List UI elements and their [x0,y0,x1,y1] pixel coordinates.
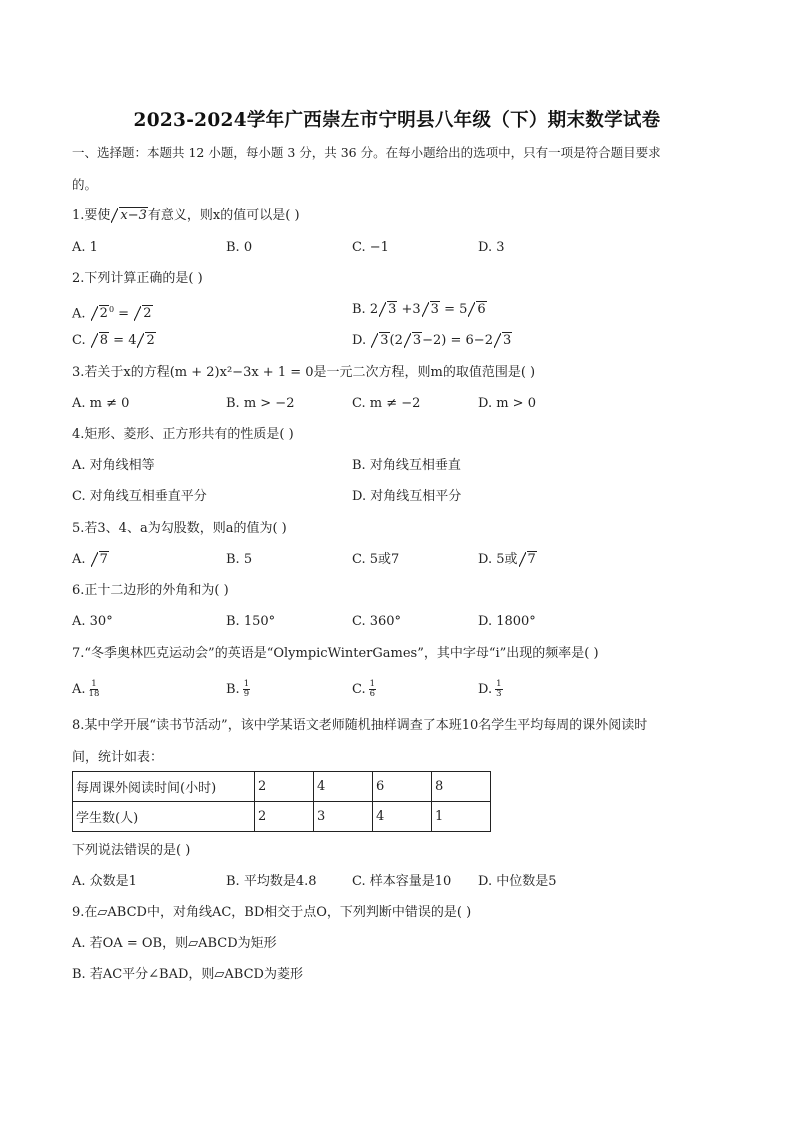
q2-b-label: B. 2 [352,302,379,317]
table-row [73,772,491,802]
question-9-stem: 9.在▱ABCD中，对角线AC，BD相交于点O，下列判断中错误的是( ) [72,905,472,920]
table-cell: 1 [432,802,491,832]
q7-a-fraction [89,680,100,699]
q2-d-mid: (2 [389,333,403,348]
q2-a-radical-2 [134,305,152,323]
q2-a-label: A. [72,306,86,322]
question-8-stem-2: 下列说法错误的是( ) [72,843,191,858]
q4-option-a: A. 对角线相等 [72,458,155,473]
q4-option-c: C. 对角线互相垂直平分 [72,489,207,504]
q2-a-eq: = [114,306,134,322]
q7-d-denominator: 3 [496,689,502,699]
q2-option-d [352,332,512,350]
q1-stem-post: 有意义，则x的值可以是( ) [147,208,300,223]
q1-radicand: x−3 [120,208,147,223]
q3-option-d: D. m > 0 [478,396,536,411]
q3-option-c: C. m ≠ −2 [352,396,421,411]
q2-a-radicand-2: 2 [143,306,152,322]
section-instruction-line2: 的。 [72,177,98,192]
q2-c-radicand-2: 2 [146,333,155,348]
q2-a-exponent: 0 [108,305,115,314]
q8-option-d: D. 中位数是5 [478,874,557,889]
q1-option-a: A. 1 [72,240,98,255]
q2-d-radicand-2: 3 [412,333,422,348]
q5-option-c: C. 5或7 [352,552,400,567]
q5-option-a [72,551,109,569]
question-5-stem: 5.若3、4、a为勾股数，则a的值为( ) [72,521,287,536]
q2-b-radical-2 [422,301,440,319]
q2-option-c [72,332,156,350]
question-3-stem: 3.若关于x的方程(m + 2)x²−3x + 1 = 0是一元二次方程，则m的取值范围是( ) [72,365,536,380]
q4-option-b: B. 对角线互相垂直 [352,458,461,473]
table-cell: 2 [255,802,314,832]
q2-c-radical [91,332,109,350]
q6-option-a: A. 30° [72,614,113,629]
q5-d-radicand: 7 [527,552,536,567]
q2-d-radicand: 3 [380,333,389,348]
question-8-stem-line2: 间，统计如表： [72,750,164,765]
q7-d-label: D. [478,682,493,697]
q8-option-a: A. 众数是1 [72,874,137,889]
q7-c-label: C. [352,682,366,697]
q2-b-eq: = 5 [439,302,468,317]
q7-c-numerator: 1 [369,679,376,689]
q1-radical [111,207,148,225]
q7-a-denominator: 18 [88,689,100,699]
question-7-stem: 7.“冬季奥林匹克运动会”的英语是“OlympicWinterGames”，其中字母“i”出现的频率是( ) [72,646,599,661]
q2-a-radical [91,305,109,323]
question-8-stem-line1: 8.某中学开展“读书节活动”，该中学某语文老师随机抽样调查了本班10名学生平均每周的课外阅读时 [72,718,648,733]
q2-b-radicand: 3 [388,302,397,317]
q9-option-a: A. 若OA = OB，则▱ABCD为矩形 [72,936,277,951]
q4-option-d: D. 对角线互相平分 [352,489,462,504]
q2-d-radical-3 [494,332,512,350]
table-cell: 4 [314,772,373,802]
q7-option-b [226,680,250,699]
q3-option-b: B. m > −2 [226,396,295,411]
q7-b-label: B. [226,682,240,697]
question-4-stem: 4.矩形、菱形、正方形共有的性质是( ) [72,427,294,442]
q3-option-a: A. m ≠ 0 [72,396,130,411]
q7-c-fraction [369,680,376,699]
q5-a-radicand: 7 [99,552,108,567]
q7-b-denominator: 9 [243,689,250,699]
q2-d-eq: −2) = 6−2 [422,333,493,348]
q8-option-b: B. 平均数是4.8 [226,874,317,889]
q5-d-label: D. 5或 [478,552,518,567]
question-2-stem: 2.下列计算正确的是( ) [72,271,203,286]
q2-b-mid: +3 [397,302,421,317]
table-cell: 8 [432,772,491,802]
q5-a-label: A. [72,552,86,567]
q2-d-radical-2 [404,332,422,350]
q2-c-radicand: 8 [99,333,109,348]
q6-option-c: C. 360° [352,614,402,629]
section-instruction-line1: 一、选择题：本题共 12 小题，每小题 3 分，共 36 分。在每小题给出的选项中，只有一项是符合题目要求 [72,145,661,160]
q2-option-b [352,301,487,319]
q7-option-a [72,680,99,699]
q2-b-radical-3 [468,301,486,319]
q9-option-b: B. 若AC平分∠BAD，则▱ABCD为菱形 [72,967,303,982]
q2-option-a [72,301,153,323]
reading-time-table [72,771,491,832]
page-title: 2023-2024学年广西崇左市宁明县八年级（下）期末数学试卷 [133,110,661,131]
q1-option-b: B. 0 [226,240,253,255]
table-cell: 每周课外阅读时间(小时) [73,772,255,802]
table-cell: 6 [373,772,432,802]
q2-a-radicand: 2 [99,306,108,322]
q1-stem-pre: 1.要使 [72,208,111,223]
q7-a-label: A. [72,682,86,697]
q2-c-eq: = 4 [109,333,137,348]
q7-option-d [478,680,503,699]
q2-b-radicand-3: 6 [477,302,486,317]
question-6-stem: 6.正十二边形的外角和为( ) [72,583,229,598]
q1-option-d: D. 3 [478,240,505,255]
q5-option-d [478,551,537,569]
q7-c-denominator: 6 [369,689,376,699]
q5-a-radical [91,551,109,569]
q2-c-label: C. [72,333,86,348]
q6-option-b: B. 150° [226,614,276,629]
q1-option-c: C. −1 [352,240,389,255]
q2-d-radicand-3: 3 [502,333,512,348]
q2-b-radical [379,301,397,319]
q6-option-d: D. 1800° [478,614,536,629]
q5-option-b: B. 5 [226,552,253,567]
q7-a-numerator: 1 [91,679,97,689]
q7-b-numerator: 1 [243,679,250,689]
q2-c-radical-2 [137,332,155,350]
question-1-stem [72,207,300,225]
table-row [73,802,491,832]
q7-d-numerator: 1 [496,679,502,689]
q2-d-radical [371,332,389,350]
q2-d-label: D. [352,333,367,348]
q7-d-fraction [495,680,502,699]
table-cell: 2 [255,772,314,802]
q5-d-radical [519,551,537,569]
table-cell: 学生数(人) [73,802,255,832]
q7-option-c [352,680,376,699]
q8-option-c: C. 样本容量是10 [352,874,452,889]
q2-b-radicand-2: 3 [430,302,439,317]
table-cell: 4 [373,802,432,832]
q7-b-fraction [243,680,250,699]
table-cell: 3 [314,802,373,832]
